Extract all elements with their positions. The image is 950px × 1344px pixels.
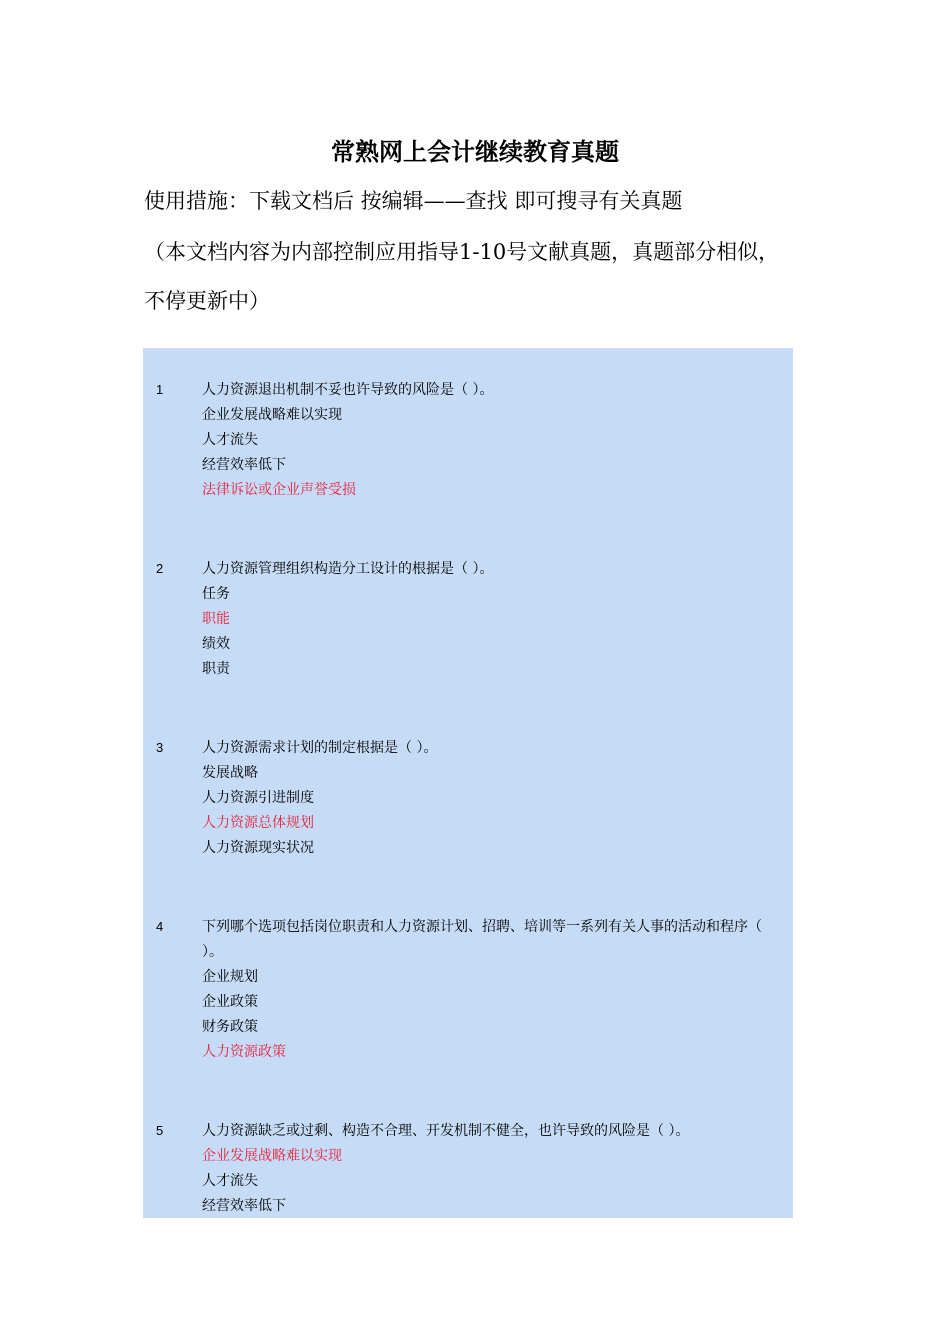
answer-option[interactable]: 人才流失 — [202, 1173, 258, 1189]
question-number: 1 — [156, 382, 164, 397]
page-title: 常熟网上会计继续教育真题 — [331, 137, 619, 166]
answer-option[interactable]: 发展战略 — [202, 765, 258, 781]
answer-option[interactable]: 人力资源引进制度 — [202, 790, 314, 806]
answer-option[interactable]: 经营效率低下 — [202, 1198, 286, 1214]
question-body — [202, 378, 778, 503]
answer-option[interactable]: 人力资源现实状况 — [202, 840, 314, 856]
question-body — [202, 915, 778, 1065]
answer-option[interactable]: 经营效率低下 — [202, 457, 286, 473]
question-text: 人力资源缺乏或过剩、构造不合理、开发机制不健全，也许导致的风险是（ ）。 — [202, 1123, 690, 1139]
question-body — [202, 736, 778, 861]
answer-option[interactable]: 职能 — [202, 611, 230, 627]
question-panel — [143, 348, 793, 1218]
answer-option[interactable]: 人才流失 — [202, 432, 258, 448]
answer-option[interactable]: 法律诉讼或企业声誉受损 — [202, 482, 356, 498]
document-note-line-1: （本文档内容为内部控制应用指导1-10号文献真题，真题部分相似， — [144, 240, 780, 264]
answer-option[interactable]: 人力资源总体规划 — [202, 815, 314, 831]
answer-option[interactable]: 人力资源政策 — [202, 1044, 286, 1060]
question-number: 4 — [156, 919, 164, 934]
question-body — [202, 1119, 778, 1219]
question-body — [202, 557, 778, 682]
answer-option[interactable]: 企业规划 — [202, 969, 258, 985]
answer-option[interactable]: 企业发展战略难以实现 — [202, 1148, 342, 1164]
question-text: 下列哪个选项包括岗位职责和人力资源计划、招聘、培训等一系列有关人事的活动和程序（ ）。 — [202, 919, 762, 960]
question-number: 2 — [156, 561, 164, 576]
question-number: 5 — [156, 1123, 164, 1138]
answer-option[interactable]: 绩效 — [202, 636, 230, 652]
question-number: 3 — [156, 740, 164, 755]
usage-instructions: 使用措施：下载文档后 按编辑——查找 即可搜寻有关真题 — [144, 189, 683, 213]
answer-option[interactable]: 财务政策 — [202, 1019, 258, 1035]
answer-option[interactable]: 职责 — [202, 661, 230, 677]
answer-option[interactable]: 企业发展战略难以实现 — [202, 407, 342, 423]
question-text: 人力资源管理组织构造分工设计的根据是（ ）。 — [202, 561, 494, 577]
answer-option[interactable]: 企业政策 — [202, 994, 258, 1010]
question-text: 人力资源退出机制不妥也许导致的风险是（ ）。 — [202, 382, 494, 398]
document-note-line-2: 不停更新中） — [144, 289, 270, 313]
question-text: 人力资源需求计划的制定根据是（ ）。 — [202, 740, 438, 756]
answer-option[interactable]: 任务 — [202, 586, 230, 602]
